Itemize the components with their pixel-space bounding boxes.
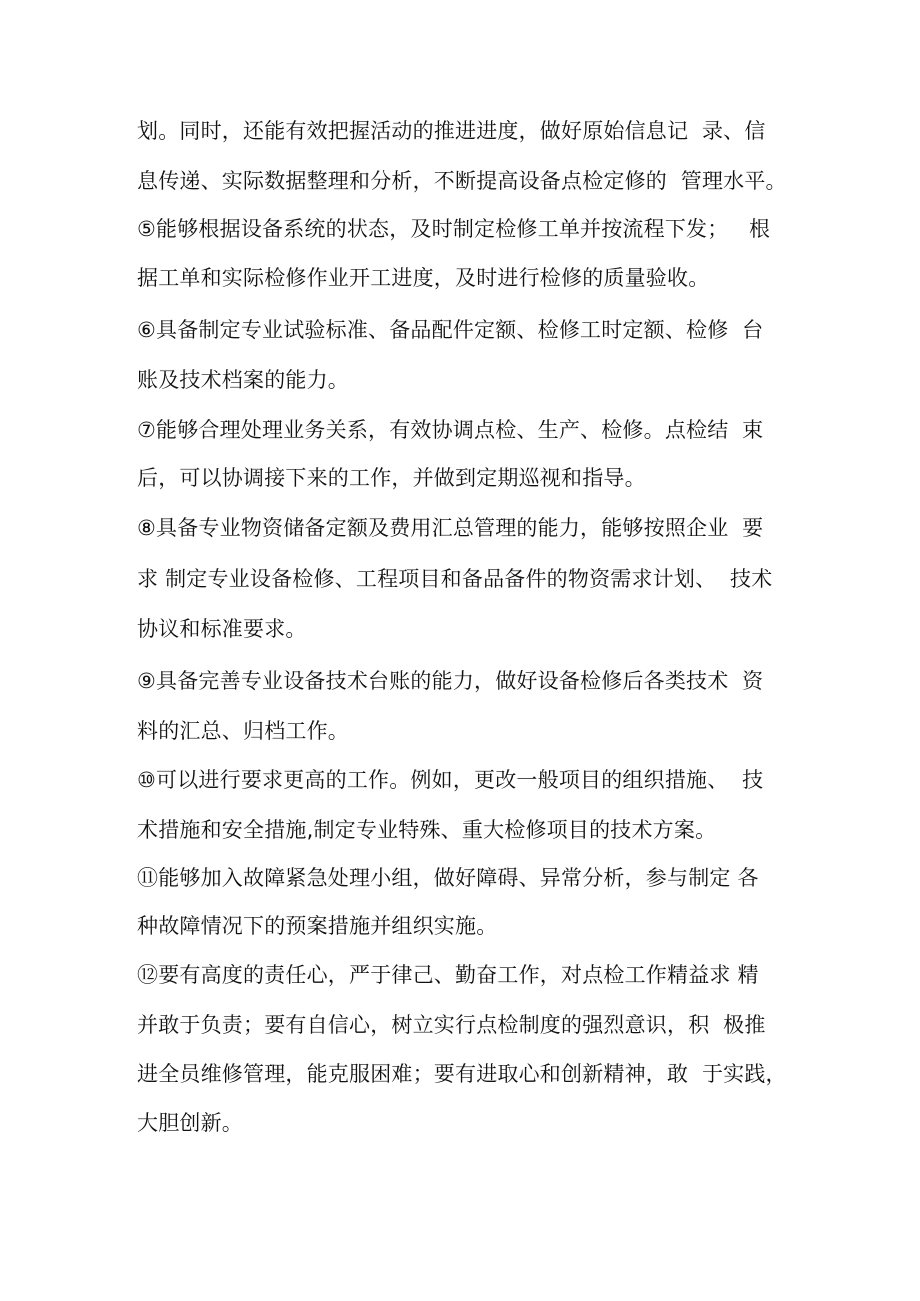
text-line: 后，可以协调接下来的工作，并做到定期巡视和指导。 — [137, 466, 646, 490]
text-line: 种故障情况下的预案措施并组织实施。 — [137, 914, 498, 938]
text-line: ⑥具备制定专业试验标准、备品配件定额、检修工时定额、检修 台 — [137, 318, 764, 342]
text-line: 协议和标准要求。 — [137, 617, 307, 641]
text-line: 据工单和实际检修作业开工进度，及时进行检修的质量验收。 — [137, 266, 710, 290]
text-line: ⑩可以进行要求更高的工作。例如，更改一般项目的组织措施、 技 — [137, 768, 764, 792]
text-line: 息传递、实际数据整理和分析，不断提高设备点检定修的 管理水平。 — [137, 169, 787, 193]
text-line: 进全员维修管理，能克服困难；要有进取心和创新精神，敢 于实践， — [137, 1062, 787, 1086]
text-line: ⑨具备完善专业设备技术台账的能力，做好设备检修后各类技术 资 — [137, 669, 764, 693]
text-line: ⑧具备专业物资储备定额及费用汇总管理的能力，能够按照企业 要 — [137, 516, 764, 540]
text-line: ⑫要有高度的责任心，严于律己、勤奋工作，对点检工作精益求 精 — [137, 963, 759, 987]
text-line: 术措施和安全措施,制定专业特殊、重大检修项目的技术方案。 — [137, 818, 717, 842]
text-line: 料的汇总、归档工作。 — [137, 719, 349, 743]
text-line: 划。同时，还能有效把握活动的推进进度，做好原始信息记 录、信 — [137, 119, 766, 143]
text-line: 并敢于负责；要有自信心，树立实行点检制度的强烈意识，积 极推 — [137, 1013, 766, 1037]
text-line: ⑪能够加入故障紧急处理小组，做好障碍、异常分析，参与制定 各 — [137, 866, 759, 890]
text-line: ⑦能够合理处理业务关系，有效协调点检、生产、检修。点检结 束 — [137, 418, 764, 442]
text-line: 大胆创新。 — [137, 1111, 243, 1135]
text-line: 账及技术档案的能力。 — [137, 368, 349, 392]
text-line: 求 制定专业设备检修、工程项目和备品备件的物资需求计划、 技术 — [137, 567, 773, 591]
text-line: ⑤能够根据设备系统的状态，及时制定检修工单并按流程下发； 根 — [137, 217, 771, 241]
